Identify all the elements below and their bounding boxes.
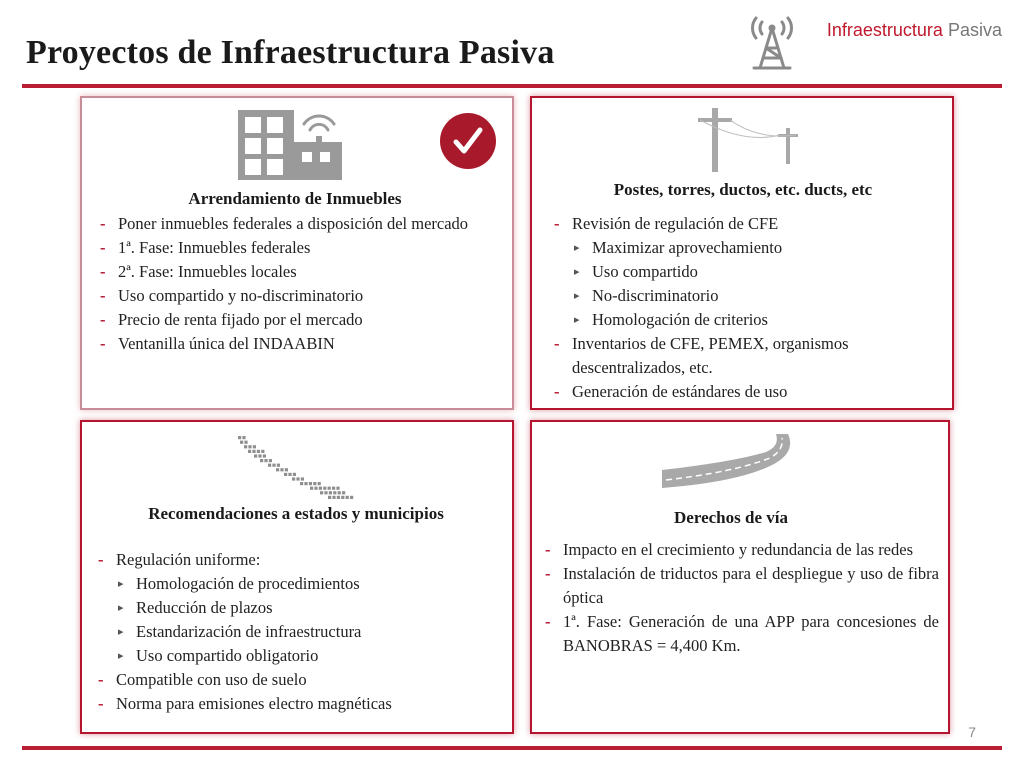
list-item: - Precio de renta fijado por el mercado bbox=[98, 308, 478, 332]
map-dot bbox=[277, 464, 280, 467]
map-dot bbox=[304, 482, 307, 485]
list-subitem: ▸ Maximizar aprovechamiento bbox=[552, 236, 942, 260]
map-dot bbox=[332, 487, 335, 490]
list-item: - Impacto en el crecimiento y redundancia de las redes bbox=[543, 538, 939, 562]
list-item: - Compatible con uso de suelo bbox=[96, 668, 496, 692]
list-subitem: ▸ No-discriminatorio bbox=[552, 284, 942, 308]
map-dot bbox=[260, 459, 263, 462]
list-subitem: ▸ Uso compartido obligatorio bbox=[96, 644, 496, 668]
brand-label bbox=[827, 20, 1002, 41]
map-dot bbox=[269, 459, 272, 462]
map-dot bbox=[244, 445, 247, 448]
map-dot bbox=[248, 450, 251, 453]
brand-primary: Infraestructura bbox=[826, 20, 943, 40]
brand-secondary: Pasiva bbox=[947, 20, 1002, 40]
map-dot bbox=[313, 482, 316, 485]
utility-poles-icon bbox=[694, 104, 814, 174]
map-dot bbox=[244, 441, 247, 444]
map-dot bbox=[310, 487, 313, 490]
page-title: Proyectos de Infraestructura Pasiva bbox=[26, 34, 555, 71]
map-dot bbox=[319, 487, 322, 490]
map-dot bbox=[248, 445, 251, 448]
list-item: - Ventanilla única del INDAABIN bbox=[98, 332, 478, 356]
map-dot bbox=[280, 468, 283, 471]
list-arrendamiento bbox=[98, 212, 478, 356]
list-item: - Generación de estándares de uso bbox=[552, 380, 942, 404]
building-antenna-icon bbox=[236, 108, 346, 184]
list-item: - 1ª. Fase: Generación de una APP para concesiones de BANOBRAS = 4,400 Km. bbox=[543, 610, 939, 658]
list-item: - 1ª. Fase: Inmuebles federales bbox=[98, 236, 478, 260]
map-dot bbox=[328, 496, 331, 499]
map-dot bbox=[268, 464, 271, 467]
map-dot bbox=[257, 450, 260, 453]
map-dot bbox=[292, 477, 295, 480]
map-dot bbox=[320, 491, 323, 494]
check-icon bbox=[440, 113, 496, 169]
map-dot bbox=[261, 450, 264, 453]
footer-divider bbox=[22, 746, 1002, 750]
map-dot bbox=[342, 491, 345, 494]
map-dot bbox=[328, 487, 331, 490]
list-subitem: ▸ Homologación de procedimientos bbox=[96, 572, 496, 596]
map-dot bbox=[238, 436, 241, 439]
map-dot bbox=[285, 468, 288, 471]
map-dot bbox=[293, 473, 296, 476]
map-dot bbox=[337, 496, 340, 499]
map-dot bbox=[253, 445, 256, 448]
panel-title-derechos: Derechos de vía bbox=[674, 508, 788, 527]
map-dot bbox=[264, 459, 267, 462]
map-dot bbox=[314, 487, 317, 490]
tower-logo-icon bbox=[742, 12, 802, 72]
map-dot bbox=[346, 496, 349, 499]
mexico-map-icon bbox=[236, 432, 356, 504]
road-icon bbox=[662, 430, 800, 492]
map-dot bbox=[338, 491, 341, 494]
panel-title-postes: Postes, torres, ductos, etc. ducts, etc bbox=[613, 180, 873, 199]
map-dot bbox=[341, 496, 344, 499]
map-dot bbox=[272, 464, 275, 467]
map-dot bbox=[240, 441, 243, 444]
list-item: - Norma para emisiones electro magnéticas bbox=[96, 692, 496, 716]
list-derechos bbox=[543, 538, 939, 658]
list-item: - Regulación uniforme: bbox=[96, 548, 496, 572]
header-divider bbox=[22, 84, 1002, 88]
map-dot bbox=[263, 454, 266, 457]
list-item: - 2ª. Fase: Inmuebles locales bbox=[98, 260, 478, 284]
list-subitem: ▸ Homologación de criterios bbox=[552, 308, 942, 332]
list-item: - Poner inmuebles federales a disposición del mercado bbox=[98, 212, 478, 236]
map-dot bbox=[300, 482, 303, 485]
list-item: - Uso compartido y no-discriminatorio bbox=[98, 284, 478, 308]
list-subitem: ▸ Reducción de plazos bbox=[96, 596, 496, 620]
map-dot bbox=[309, 482, 312, 485]
map-dot bbox=[301, 477, 304, 480]
map-dot bbox=[332, 496, 335, 499]
list-postes bbox=[552, 212, 942, 404]
map-dot bbox=[333, 491, 336, 494]
list-subitem: ▸ Uso compartido bbox=[552, 260, 942, 284]
map-dot bbox=[296, 477, 299, 480]
map-dot bbox=[242, 436, 245, 439]
map-dot bbox=[258, 454, 261, 457]
list-item: - Revisión de regulación de CFE bbox=[552, 212, 942, 236]
list-recomendaciones bbox=[96, 548, 496, 716]
map-dot bbox=[350, 496, 353, 499]
map-dot bbox=[336, 487, 339, 490]
map-dot bbox=[252, 450, 255, 453]
map-dot bbox=[276, 468, 279, 471]
page-number: 7 bbox=[968, 724, 976, 740]
list-item: - Instalación de triductos para el despliegue y uso de fibra óptica bbox=[543, 562, 939, 610]
map-dot bbox=[324, 491, 327, 494]
map-dot bbox=[323, 487, 326, 490]
list-item: - Inventarios de CFE, PEMEX, organismos descentralizados, etc. bbox=[552, 332, 942, 380]
panel-title-recomendaciones: Recomendaciones a estados y municipios bbox=[148, 504, 444, 523]
map-dot bbox=[288, 473, 291, 476]
map-dot bbox=[284, 473, 287, 476]
list-subitem: ▸ Estandarización de infraestructura bbox=[96, 620, 496, 644]
map-dot bbox=[329, 491, 332, 494]
map-dot bbox=[254, 454, 257, 457]
map-dot bbox=[318, 482, 321, 485]
panel-title-arrendamiento: Arrendamiento de Inmuebles bbox=[188, 189, 402, 208]
